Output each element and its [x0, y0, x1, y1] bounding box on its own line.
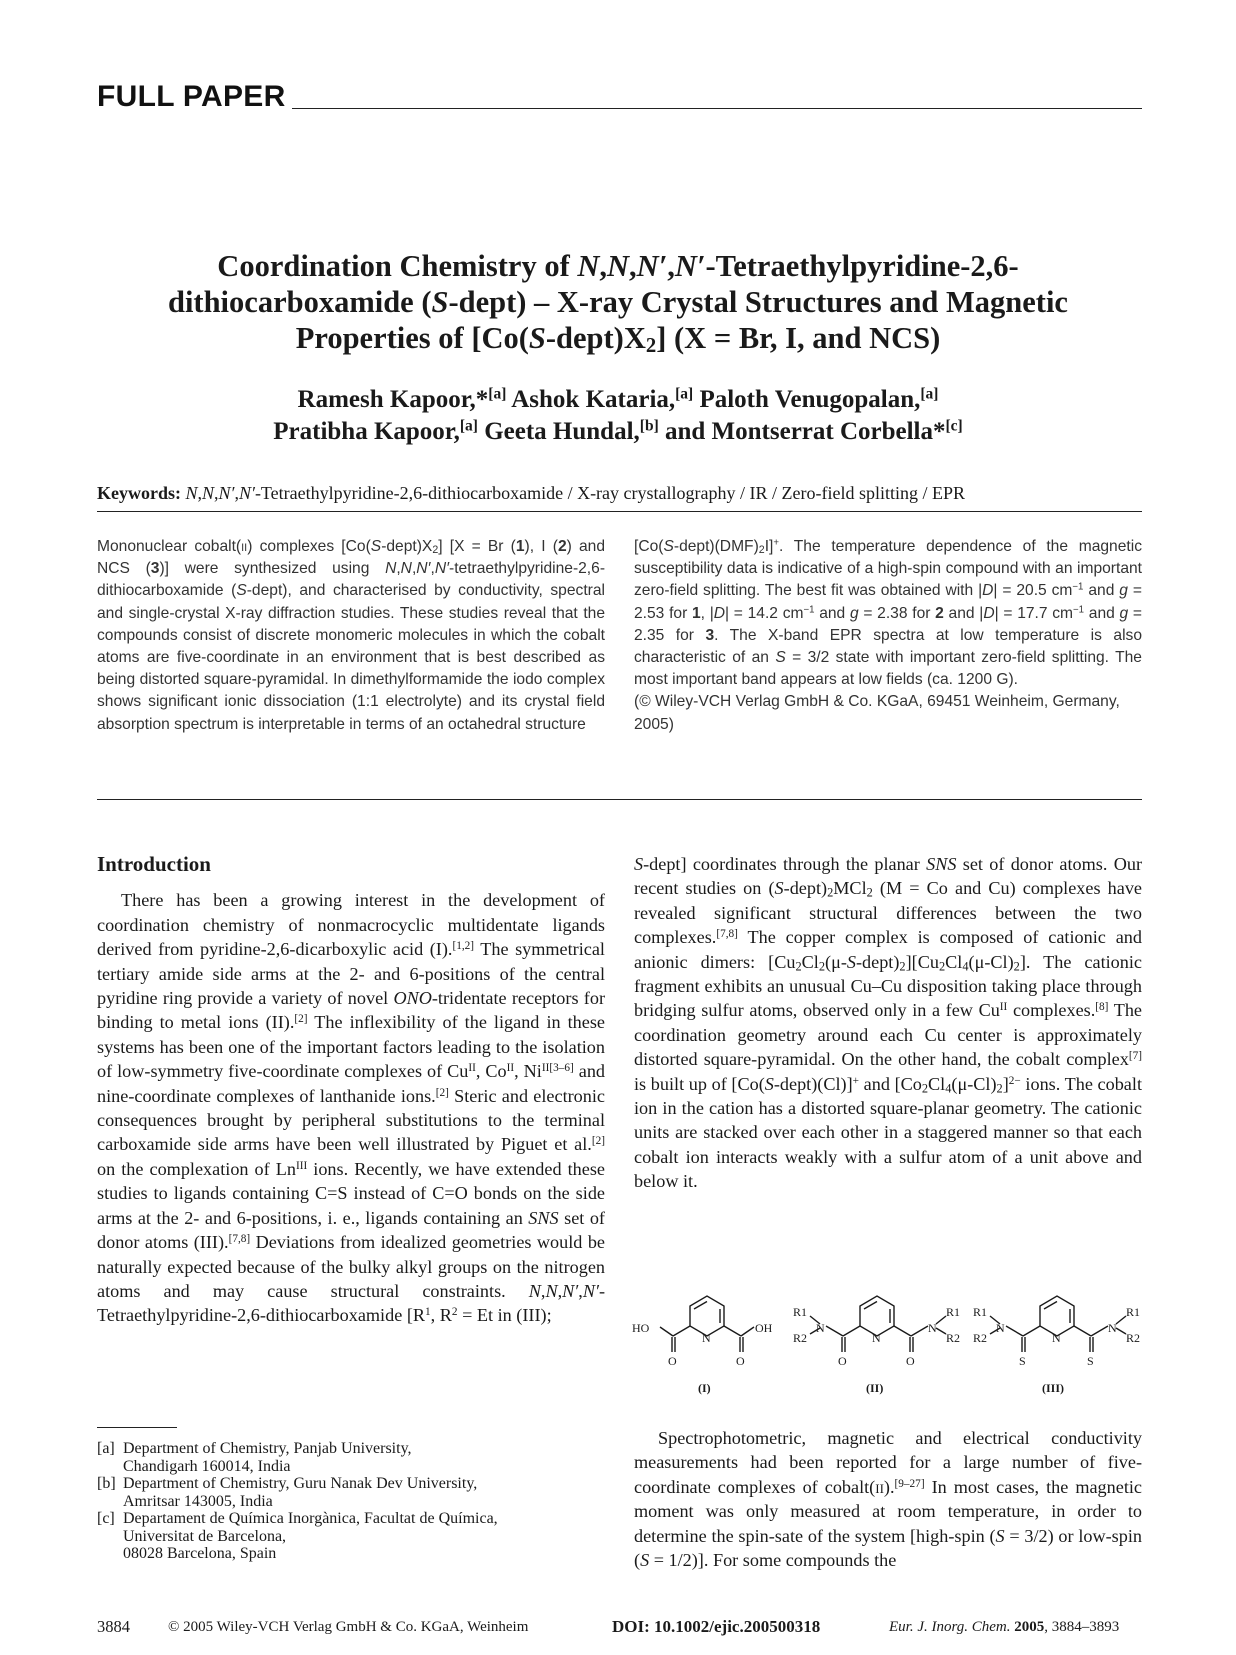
atom-n: N — [816, 1321, 825, 1335]
footnote-b: [b] Department of Chemistry, Guru Nanak Dev University, Amritsar 143005, India — [97, 1475, 478, 1510]
section-label: FULL PAPER — [97, 80, 286, 113]
atom-ho: HO — [632, 1321, 650, 1335]
footnote-a: [a] Department of Chemistry, Panjab University, Chandigarh 160014, India — [97, 1440, 412, 1475]
atom-n: N — [872, 1331, 881, 1345]
affiliation-footnotes — [97, 1440, 605, 1563]
title-line-1: Coordination Chemistry of N,N,N′,N′-Tetraethylpyridine-2,6- — [217, 249, 1019, 283]
footnote-c: [c] Departament de Química Inorgànica, Facultat de Química, Universitat de Barcelona, 08028 Barcelona, Spain — [97, 1510, 498, 1562]
abstract-right-column — [634, 536, 1142, 736]
body-right-column — [634, 852, 1142, 1194]
atom-r1: R1 — [1126, 1305, 1141, 1319]
atom-s: S — [1019, 1354, 1026, 1368]
keywords-label: Keywords: — [97, 483, 181, 503]
atom-r1: R1 — [793, 1305, 808, 1319]
structure-label: (I) — [698, 1381, 711, 1395]
keywords — [97, 482, 1142, 504]
keywords-text: N,N,N′,N′-Tetraethylpyridine-2,6-dithiocarboxamide / X-ray crystallography / IR / Zero-field splitting / EPR — [185, 483, 965, 503]
atom-o: O — [906, 1354, 915, 1368]
body-left-column — [97, 852, 605, 1328]
intro-paragraph-2: S-dept] coordinates through the planar SNS set of donor atoms. Our recent studies on $(S-dept)_2MCl_2$ (M = Co and Cu) complexes have revealed significant structural differences between the two complexes.[7,8] The copper complex is composed of cationic and anionic dimers: $[Cu_2Cl_2(\mu-S-dept)_2][Cu_2Cl_4(\mu-Cl)_2]$. The cationic fragment exhibits an unusual Cu–Cu disposition taking place through bridging sulfur atoms, observed only in a few $Cu^{II}$ complexes.[8] The coordination geometry around each Cu center is approximately distorted square-pyramidal. On the other hand, the cobalt complex[7] is built up of [Co(S-dept)(Cl)]+ and $[Co_2Cl_4(\mu-Cl)_2]^{2-}$ ions. The cobalt ion in the cation has a distorted square-planar geometry. The cationic units are stacked over each other in a staggered manner so that each cobalt ion interacts weakly with a sulfur atom of a unit above and below it. — [634, 854, 1143, 1192]
atom-n: N — [1052, 1331, 1061, 1345]
atom-o: O — [668, 1354, 677, 1368]
atom-r2: R2 — [1126, 1331, 1141, 1345]
atom-r1: R1 — [946, 1305, 961, 1319]
atom-oh: OH — [755, 1321, 773, 1335]
page-number: 3884 — [97, 1617, 130, 1636]
abstract-copyright: (© Wiley-VCH Verlag GmbH & Co. KGaA, 69451 Weinheim, Germany, 2005) — [634, 693, 1120, 733]
structure-label: (III) — [1042, 1381, 1065, 1395]
section-heading: Introduction — [97, 852, 211, 876]
footnote-rule — [97, 1427, 177, 1428]
intro-paragraph-3: Spectrophotometric, magnetic and electrical conductivity measurements had been reported for a large number of five-coordinate complexes of cobalt(ii).[9–27] In most cases, the magnetic moment was only measured at room temperature, in order to determine the spin-sate of the system [high-spin (S = 3/2) or low-spin (S = 1/2)]. For some compounds the — [634, 1428, 1142, 1571]
atom-r1: R1 — [973, 1305, 988, 1319]
footer-copyright: © 2005 Wiley-VCH Verlag GmbH & Co. KGaA, Weinheim — [168, 1619, 529, 1635]
atom-r2: R2 — [946, 1331, 961, 1345]
intro-paragraph-1: There has been a growing interest in the development of coordination chemistry of nonmacrocyclic multidentate ligands derived from pyridine-2,6-dicarboxylic acid (I).[1,2] The symmetrical tertiary amide side arms at the 2- and 6-positions of the central pyridine ring provide a variety of novel ONO-tridentate receptors for binding to metal ions (II).[2] The inflexibility of the ligand in these systems has been one of the important factors leading to the isolation of low-symmetry five-coordinate complexes of $Cu^{II}$, $Co^{II}$, $Ni^{II[3-6]}$ and nine-coordinate complexes of lanthanide ions.[2] Steric and electronic consequences brought by peripheral substitutions to the terminal carboxamide side arms have been well illustrated by Piguet et al.[2] on the complexation of $Ln^{III}$ ions. Recently, we have extended these studies to ligands containing C=S instead of C=O bonds on the side arms at the 2- and 6-positions, i. e., ligands containing an SNS set of donor atoms (III).[7,8] Deviations from idealized geometries would be naturally expected because of the bulky alkyl groups on the nitrogen atoms and may cause structural constraints. N,N,N′,N′-Tetraethylpyridine-2,6-dithiocarboxamide [$R^1$, $R^2 = Et$ in (III); — [97, 890, 606, 1326]
atom-r2: R2 — [793, 1331, 808, 1345]
authors-line-2: Pratibha Kapoor,[a] Geeta Hundal,[b] and Montserrat Corbella*[c] — [273, 417, 963, 445]
atom-o: O — [838, 1354, 847, 1368]
atom-o: O — [736, 1354, 745, 1368]
paper-title — [120, 248, 1116, 356]
abstract-left-column — [97, 536, 605, 736]
abstract-left-text: Mononuclear cobalt(ii) complexes $[Co(S-dept)X_2] [X = Br$ (1), I (2) and NCS (3)] were synthesized using N,N,N′,N′-tetraethylpyridine-2,6-dithiocarboxamide (S-dept), and characterised by conductivity, spectral and single-crystal X-ray diffraction studies. These studies reveal that the compounds consist of discrete monomeric molecules in which the cobalt atoms are five-coordinate in an environment that is best described as being distorted square-pyramidal. In dimethylformamide the iodo complex shows significant ionic dissociation (1:1 electrolyte) and its crystal field absorption spectrum is interpretable in terms of an octahedral structure — [97, 538, 606, 733]
header-rule — [292, 108, 1142, 109]
abstract-bottom-rule — [97, 799, 1142, 800]
atom-n: N — [1108, 1321, 1117, 1335]
author-list — [120, 384, 1116, 448]
structure-label: (II) — [866, 1381, 884, 1395]
atom-n: N — [702, 1331, 711, 1345]
footer-citation: Eur. J. Inorg. Chem. 2005, 3884–3893 — [889, 1619, 1120, 1635]
title-line-3: Properties of $[Co(S-dept)X_2] (X = Br$, I, and NCS) — [295, 321, 941, 358]
atom-n: N — [928, 1321, 937, 1335]
footer-doi: DOI: 10.1002/ejic.200500318 — [612, 1617, 821, 1636]
body-right-column-continued — [634, 1426, 1142, 1572]
authors-line-1: Ramesh Kapoor,*[a] Ashok Kataria,[a] Paloth Venugopalan,[a] — [297, 385, 939, 413]
title-line-2: dithiocarboxamide (S-dept) – X-ray Crystal Structures and Magnetic — [168, 285, 1068, 319]
abstract-right-text: $[Co(S-dept)(DMF)_2I]^+$. The temperature dependence of the magnetic susceptibility data is indicative of a high-spin compound with an important zero-field splitting. The best fit was obtained with |D| = 20.5 $cm^{-1}$ and g = 2.53 for 1, |D| = 14.2 $cm^{-1}$ and g = 2.38 for 2 and |D| = 17.7 $cm^{-1}$ and g = 2.35 for 3. The X-band EPR spectra at low temperature is also characteristic of an S = 3/2 state with important zero-field splitting. The most important band appears at low fields (ca. 1200 G). — [634, 537, 1143, 689]
abstract-top-rule — [97, 511, 1142, 512]
ligand-structures-scheme — [630, 1280, 1150, 1400]
atom-s: S — [1087, 1354, 1094, 1368]
atom-n: N — [996, 1321, 1005, 1335]
atom-r2: R2 — [973, 1331, 988, 1345]
